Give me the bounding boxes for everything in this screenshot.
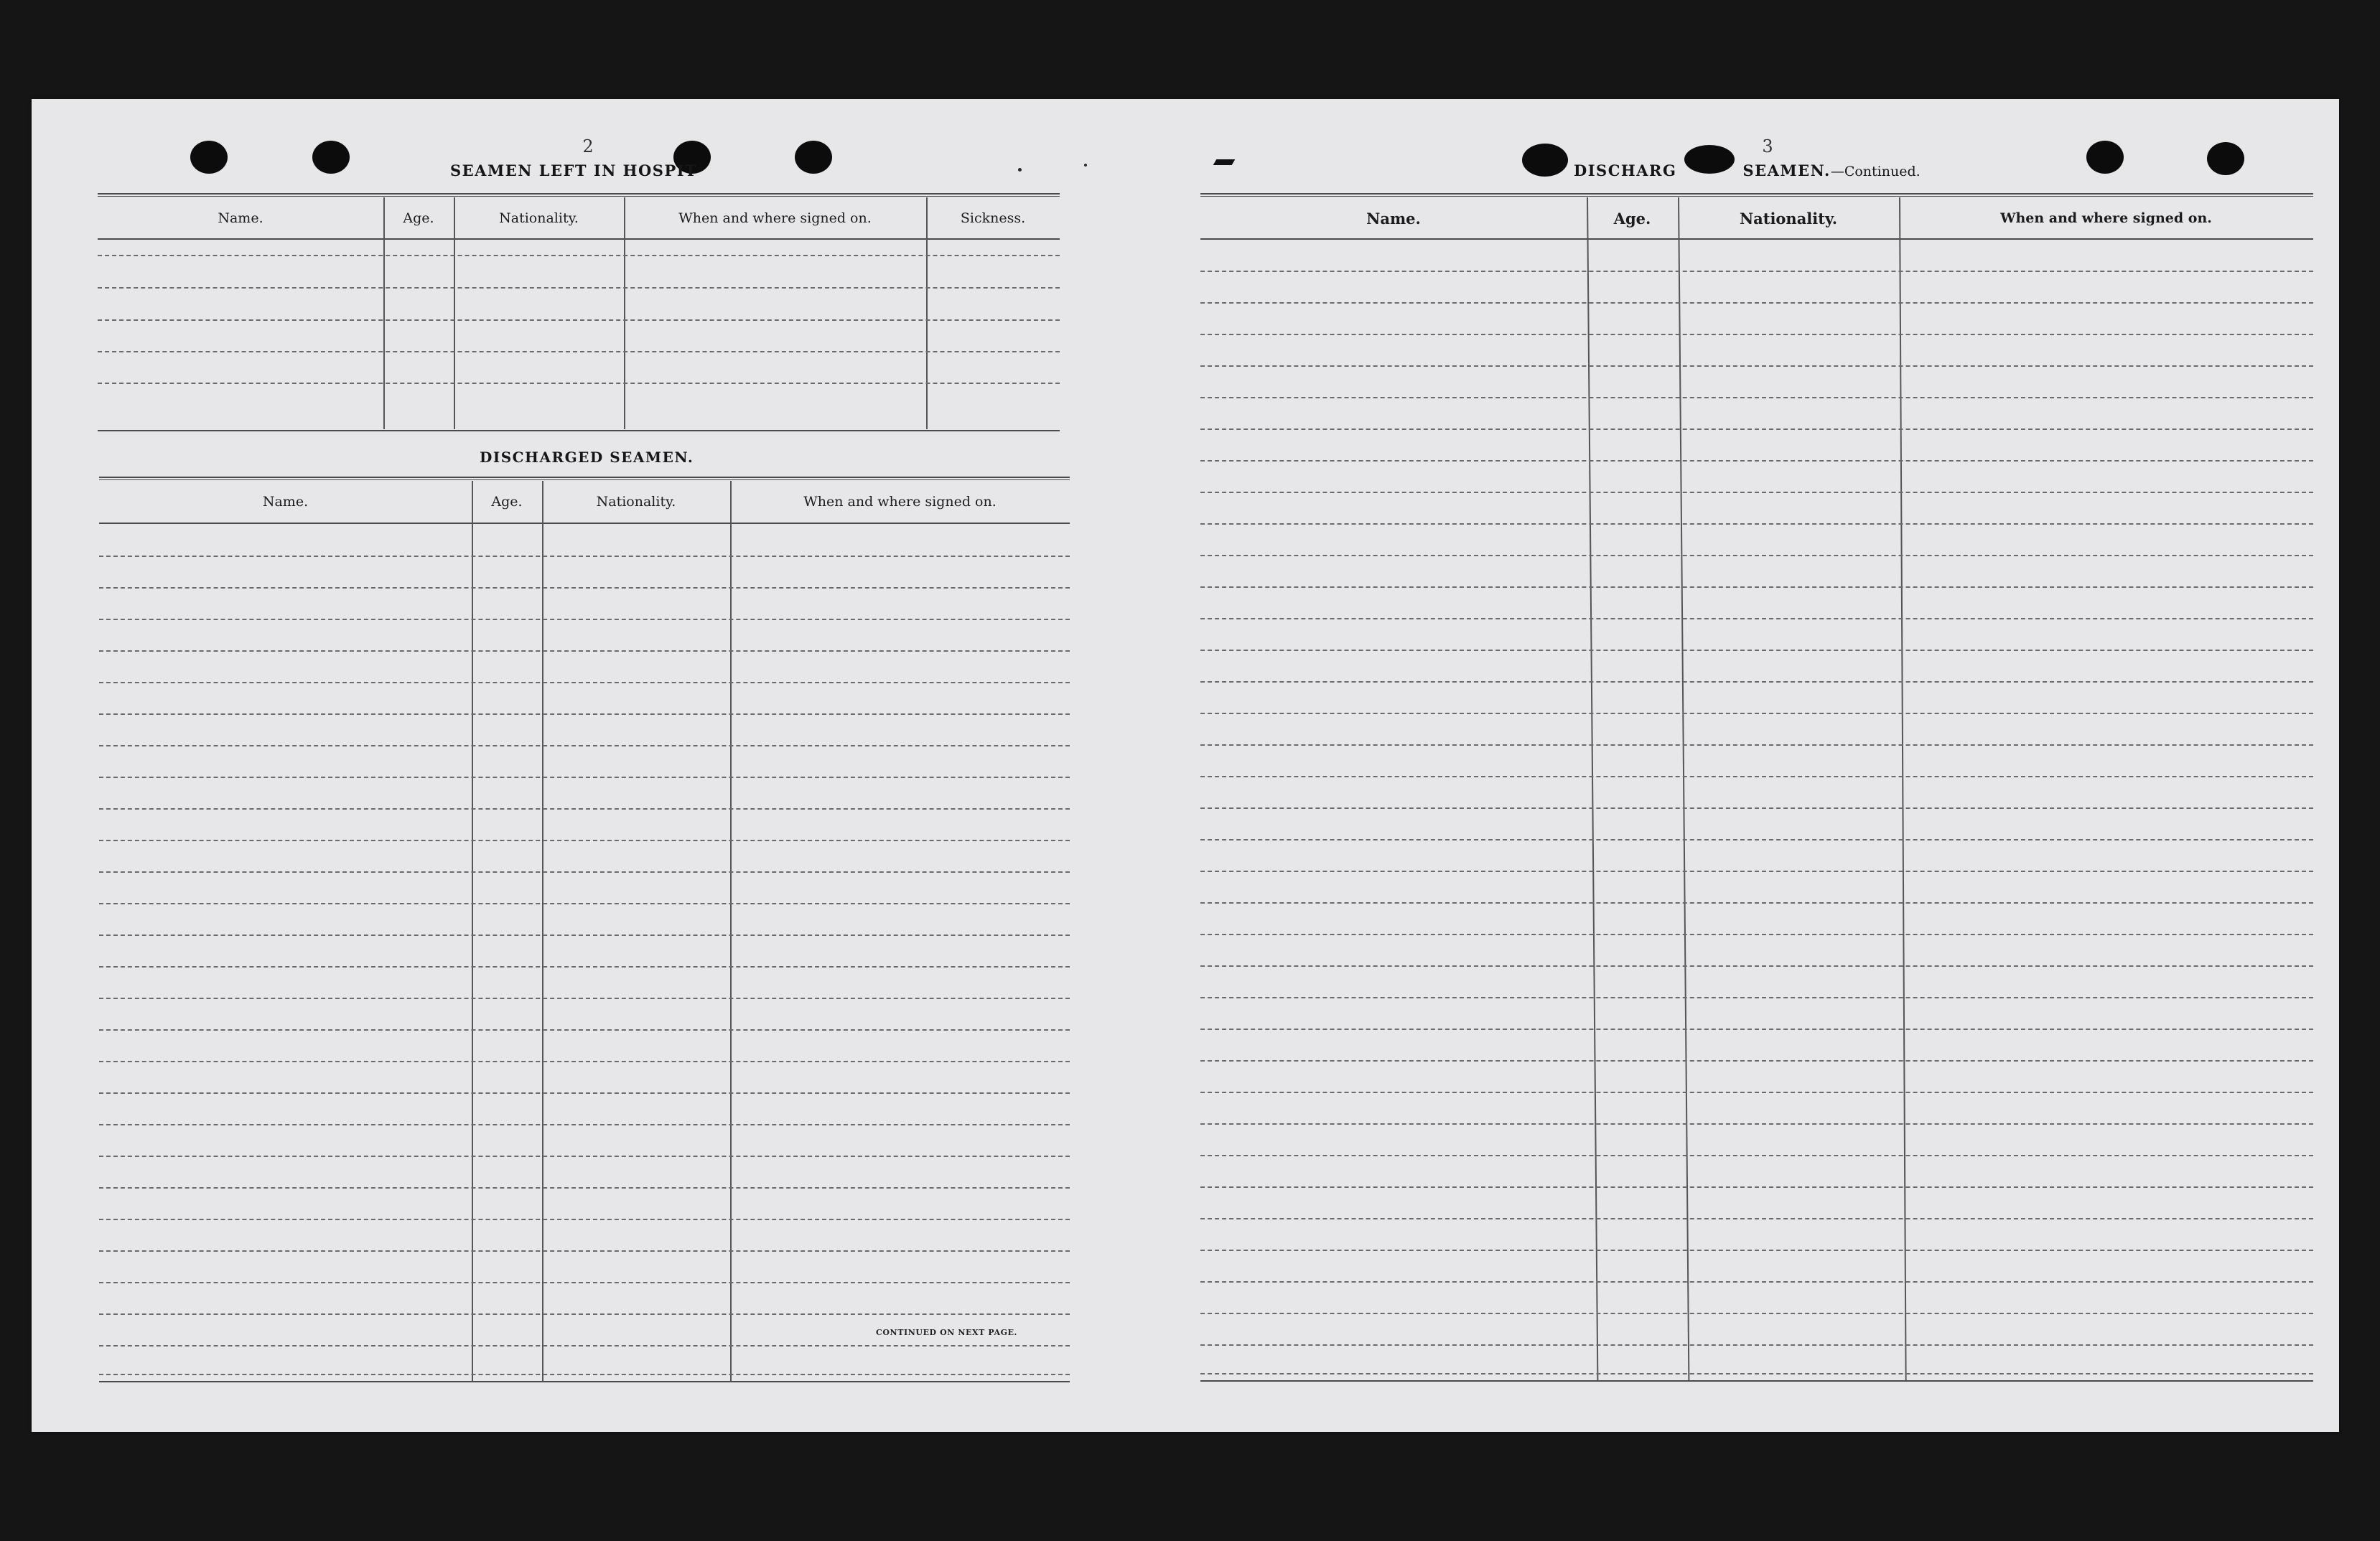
ruled-line [98,383,1060,384]
ruled-line [99,1029,1070,1031]
ruled-line [1200,713,2313,714]
ruled-line [99,903,1070,904]
ruled-line [1200,365,2313,367]
ruled-line [1200,1092,2313,1093]
ruled-line [1200,271,2313,272]
ruled-line [99,745,1070,746]
ruled-line [98,255,1060,256]
ruled-line [1200,776,2313,777]
ruled-line [98,351,1060,352]
column-header-sickness: Sickness. [960,210,1026,226]
ruled-line [1200,1313,2313,1314]
ruled-line [1200,397,2313,398]
column-header-age: Age. [1613,209,1651,228]
ruled-line [1200,650,2313,651]
ruled-line [99,777,1070,778]
column-header-signed-on: When and where signed on. [2000,210,2212,226]
ruled-line [1200,902,2313,904]
ruled-line [99,1124,1070,1125]
column-header-name: Name. [262,494,309,510]
ruled-line [99,1219,1070,1220]
ruled-line [1200,681,2313,683]
column-header-nationality: Nationality. [1739,209,1838,228]
ruled-line [1200,523,2313,525]
ruled-line [1200,1218,2313,1219]
column-header-age: Age. [491,494,523,510]
ruled-line [99,1061,1070,1062]
title-part-1: DISCHARG [1574,161,1677,179]
ruled-line [1200,965,2313,967]
ruled-line [1200,428,2313,430]
ruled-line [99,1313,1070,1315]
ruled-line [99,619,1070,620]
page-number-right: 3 [1762,136,1773,156]
ruled-line [99,871,1070,873]
column-header-name: Name. [218,210,263,226]
column-header-signed-on: When and where signed on. [803,494,997,510]
ruled-line [1200,1344,2313,1346]
title-part-2: SEAMEN. [1742,161,1831,179]
discharged-continued-title [1574,161,1921,179]
column-header-nationality: Nationality. [499,210,579,226]
ruled-line [99,998,1070,999]
ruled-line [98,287,1060,289]
title-continued: —Continued. [1830,164,1921,179]
ruled-line [99,1187,1070,1189]
form-paper [32,99,2339,1432]
ruled-line [99,556,1070,557]
ruled-line [1200,302,2313,304]
ruled-line [99,682,1070,683]
hospital-section-title: SEAMEN LEFT IN HOSPIT [450,161,698,179]
punch-hole [1522,144,1568,177]
ruled-line [1200,1373,2313,1374]
ruled-line [1200,839,2313,840]
ruled-line [1200,1029,2313,1030]
ruled-line [99,1250,1070,1252]
ruled-line [1200,934,2313,935]
ruled-line [1200,1281,2313,1283]
ink-mark [1213,159,1236,165]
ruled-line [1200,618,2313,619]
ruled-line [99,1156,1070,1157]
ruled-line [1200,871,2313,872]
ruled-line [99,1345,1070,1346]
ruled-line [99,650,1070,652]
punch-hole [190,141,228,174]
column-header-nationality: Nationality. [596,494,676,510]
ruled-line [99,808,1070,810]
ruled-line [1200,1155,2313,1156]
ruled-line [98,319,1060,321]
ink-mark [1018,168,1022,172]
ruled-line [1200,492,2313,493]
discharged-section-title: DISCHARGED SEAMEN. [480,449,694,466]
column-header-name: Name. [1366,209,1421,228]
ruled-line [1200,1123,2313,1125]
ruled-line [99,713,1070,715]
ruled-line [99,1092,1070,1094]
discharged-table-right [1200,193,2313,1428]
ruled-line [99,1374,1070,1375]
ruled-line [1200,1060,2313,1062]
ruled-line [1200,586,2313,588]
column-header-signed-on: When and where signed on. [678,210,872,226]
page-number-left: 2 [582,136,594,156]
ruled-line [1200,555,2313,556]
ruled-line [1200,744,2313,746]
continued-note: CONTINUED ON NEXT PAGE. [876,1328,1017,1337]
punch-hole [795,141,832,174]
ruled-line [99,1282,1070,1283]
punch-hole [312,141,350,174]
discharged-table-left [99,477,1070,1423]
ruled-line [1200,807,2313,809]
ruled-line [99,966,1070,968]
ruled-line [99,935,1070,936]
column-header-age: Age. [403,210,434,226]
ruled-line [1200,460,2313,462]
ruled-line [1200,334,2313,335]
ruled-line [99,587,1070,589]
ruled-line [1200,1186,2313,1188]
ruled-line [1200,1250,2313,1251]
ruled-line [99,840,1070,841]
ink-mark [1084,164,1087,167]
punch-hole [2207,142,2244,175]
hospital-table [98,193,1060,434]
punch-hole [2086,141,2124,174]
ruled-line [1200,997,2313,998]
